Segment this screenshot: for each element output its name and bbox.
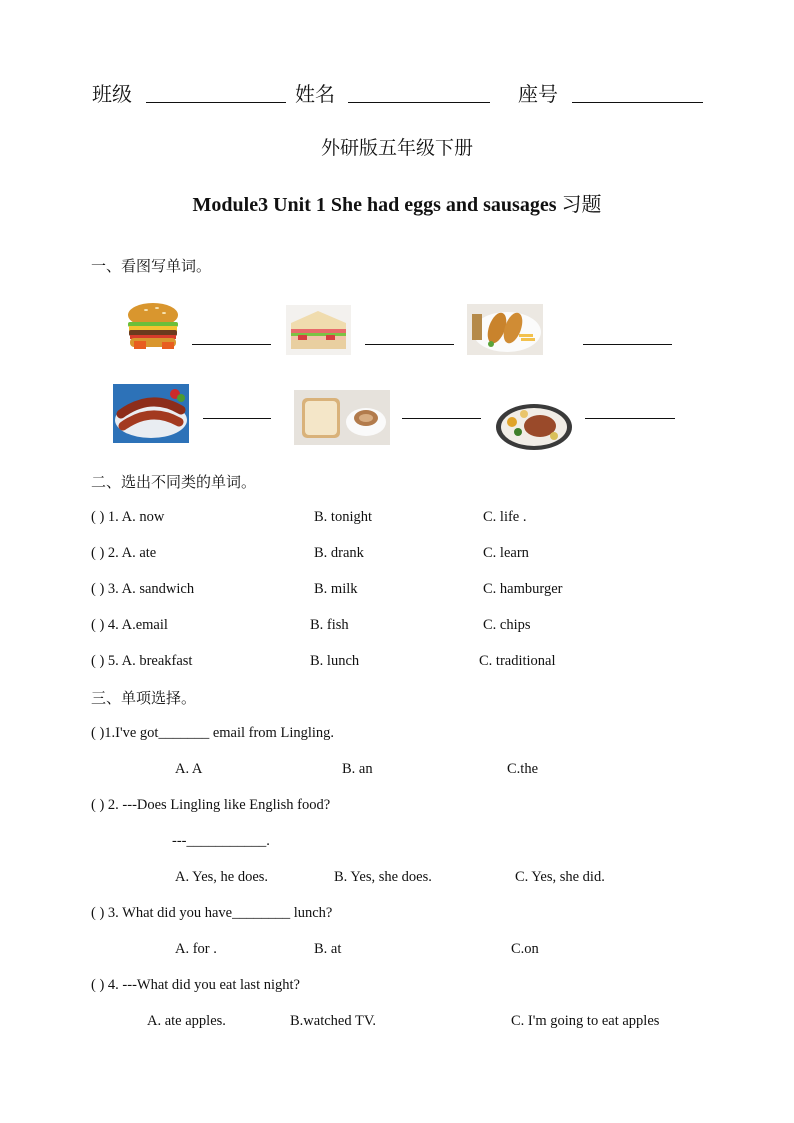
s3-q3-option-c: C.on (511, 941, 539, 957)
answer-line-2[interactable] (365, 344, 454, 345)
page-subtitle: 外研版五年级下册 (320, 137, 473, 159)
s3-q1-option-c: C.the (507, 761, 539, 777)
s3-q1-option-a: A. A (175, 761, 203, 777)
s2-q2-stem: ( ) 2. A. ate (91, 545, 157, 561)
section1-heading: 一、看图写单词。 (91, 257, 212, 275)
traditional-english-breakfast-picture (494, 400, 573, 451)
seat-label: 座号 (518, 82, 558, 106)
answer-line-5[interactable] (402, 418, 481, 419)
s3-q3-stem: ( ) 3. What did you have________ lunch? (91, 905, 333, 921)
class-label: 班级 (92, 82, 132, 106)
s2-q4-option-c: C. chips (483, 617, 531, 633)
s3-q1-option-b: B. an (342, 761, 373, 777)
s3-q4-option-c: C. I'm going to eat apples (511, 1013, 660, 1029)
s3-q2-option-c: C. Yes, she did. (515, 869, 605, 885)
s2-q3-option-b: B. milk (314, 581, 358, 597)
s3-q4-stem: ( ) 4. ---What did you eat last night? (91, 977, 300, 993)
name-label: 姓名 (295, 82, 335, 106)
s2-q5-option-c: C. traditional (479, 653, 556, 669)
page-title-text: Module3 Unit 1 She had eggs and sausages (192, 194, 557, 216)
s2-q2-option-b: B. drank (314, 545, 364, 561)
answer-line-3[interactable] (583, 344, 672, 345)
s3-q2-option-a: A. Yes, he does. (175, 869, 269, 885)
s3-q2-stem: ( ) 2. ---Does Lingling like English food? (91, 797, 331, 813)
s2-q4-option-b: B. fish (310, 617, 349, 633)
s2-q1-option-b: B. tonight (314, 509, 373, 525)
s3-q3-option-a: A. for . (175, 941, 217, 957)
s2-q1-option-c: C. life . (483, 509, 527, 525)
s2-q1-stem: ( ) 1. A. now (91, 509, 165, 525)
class-field[interactable] (146, 102, 286, 103)
s3-q2-option-b: B. Yes, she does. (334, 869, 432, 885)
s3-q1-stem: ( )1.I've got_______ email from Lingling. (91, 725, 335, 741)
s2-q3-stem: ( ) 3. A. sandwich (91, 581, 195, 597)
sausages-picture (113, 384, 189, 443)
s2-q5-option-b: B. lunch (310, 653, 360, 669)
sandwich-picture (286, 305, 351, 355)
page-title-suffix: 习题 (561, 192, 602, 216)
answer-line-4[interactable] (203, 418, 271, 419)
s3-q4-option-b: B.watched TV. (290, 1013, 377, 1029)
s3-q3-option-b: B. at (314, 941, 342, 957)
section2-heading: 二、选出不同类的单词。 (91, 473, 257, 491)
name-field[interactable] (348, 102, 490, 103)
answer-line-1[interactable] (192, 344, 271, 345)
s2-q4-stem: ( ) 4. A.email (91, 617, 168, 633)
page-title (0, 188, 794, 217)
fish-and-chips-picture (467, 304, 543, 355)
bread-and-coffee-picture (294, 390, 390, 445)
s2-q5-stem: ( ) 5. A. breakfast (91, 653, 193, 669)
hamburger-picture (124, 301, 182, 351)
s3-q4-option-a: A. ate apples. (147, 1013, 226, 1029)
s2-q3-option-c: C. hamburger (483, 581, 563, 597)
answer-line-6[interactable] (585, 418, 675, 419)
section3-heading: 三、单项选择。 (91, 689, 197, 707)
s2-q2-option-c: C. learn (483, 545, 529, 561)
s3-q2-blank: ---___________. (172, 833, 270, 849)
seat-field[interactable] (572, 102, 703, 103)
